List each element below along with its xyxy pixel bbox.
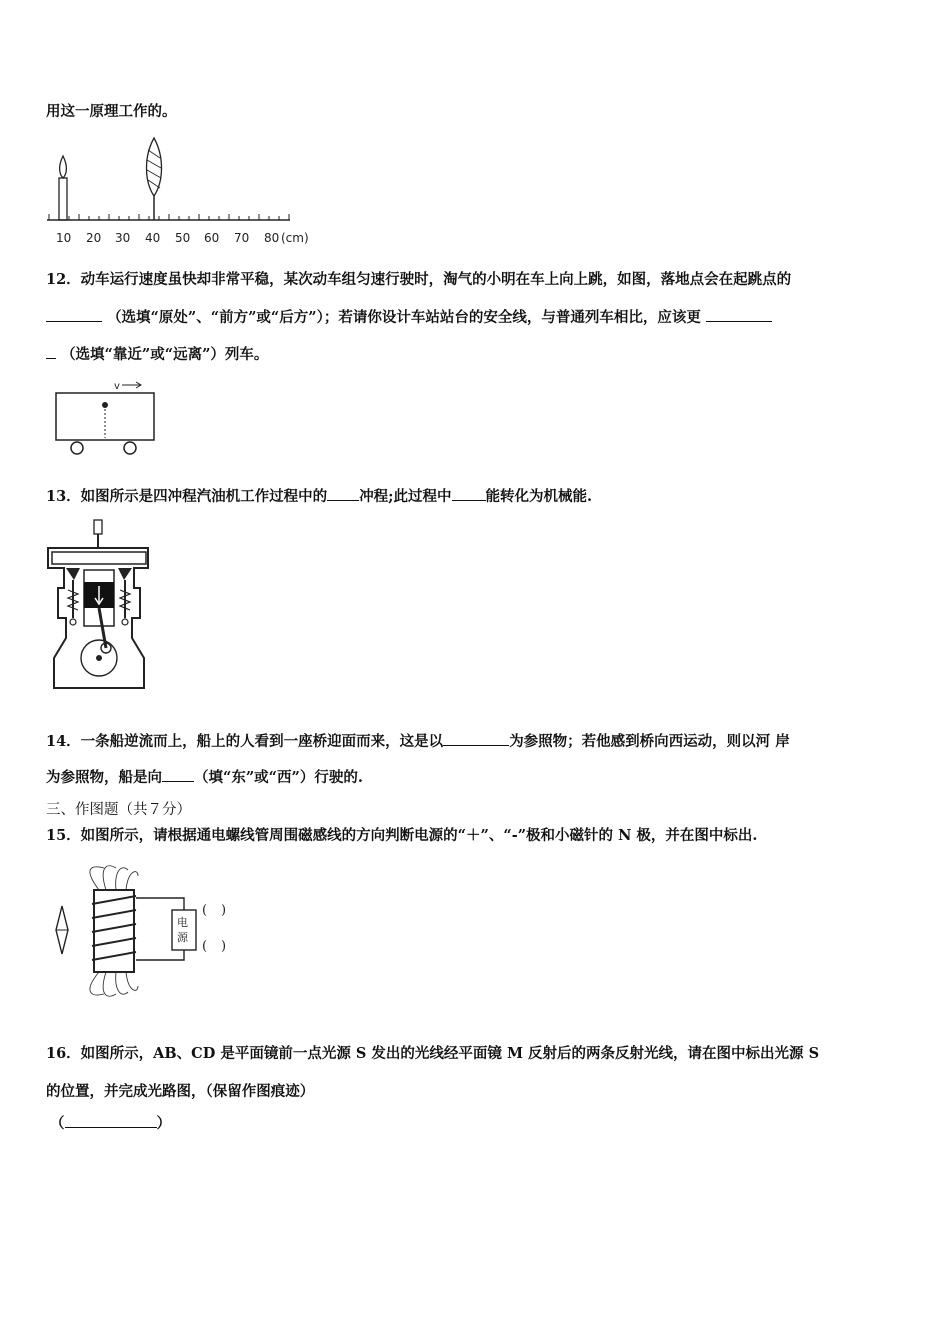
answer-blank[interactable] <box>443 731 509 746</box>
wheel-icon <box>71 442 83 454</box>
q12-line2-text: （选填“原处”、“前方”或“后方”）；若请你设计车站站台的安全线，与普通列车相比，应该更 <box>107 309 701 326</box>
q14-text-d: （填“东”或“西”）行驶的. <box>194 769 363 786</box>
svg-text:): ) <box>221 939 227 954</box>
wheel-icon <box>124 442 136 454</box>
answer-blank[interactable] <box>162 767 194 782</box>
svg-text:): ) <box>221 903 227 918</box>
power-label: 电 <box>177 916 188 929</box>
q16-answer <box>50 1113 171 1134</box>
train-car-icon <box>56 393 154 440</box>
q15-line: 15．如图所示，请根据通电螺线管周围磁感线的方向判断电源的“＋”、“-”极和小磁针的 N 极，并在图中标出. <box>46 827 758 844</box>
answer-blank[interactable] <box>706 307 772 322</box>
q14-text-b: 为参照物；若他感到桥向西运动，则以河 岸 <box>509 733 790 750</box>
q16-line1: 16．如图所示，AB、CD 是平面镜前一点光源 S 发出的光线经平面镜 M 反射后的两条反射光线，请在图中标出光源 S <box>46 1045 820 1062</box>
q12-line2 <box>46 307 772 328</box>
velocity-label: v <box>114 381 120 392</box>
flame-icon <box>60 156 67 178</box>
answer-bracket-open: （ <box>50 1115 65 1132</box>
unit-label: (cm) <box>281 231 309 245</box>
tick-label: 80 <box>264 231 280 245</box>
answer-blank[interactable] <box>46 307 102 322</box>
q13-text-c: 能转化为机械能. <box>485 488 593 505</box>
spark-plug-icon <box>94 520 102 534</box>
q16-line2: 的位置，并完成光路图，（保留作图痕迹） <box>46 1083 315 1100</box>
q14-text-a: 14．一条船逆流而上，船上的人看到一座桥迎面而来，这是以 <box>46 733 444 750</box>
svg-text:(: ( <box>202 903 208 918</box>
tick-label: 50 <box>175 231 191 245</box>
answer-blank[interactable] <box>327 486 359 501</box>
svg-text:(: ( <box>202 939 208 954</box>
tick-label: 40 <box>145 231 161 245</box>
tick-label: 30 <box>115 231 131 245</box>
q12-line3-text: （选填“靠近”或“远离”）列车。 <box>61 346 269 363</box>
q14-line2 <box>46 767 363 788</box>
ruler-figure <box>44 136 334 254</box>
tick-label: 70 <box>234 231 250 245</box>
power-label: 源 <box>177 931 188 944</box>
q12-line1: 12．动车运行速度虽快却非常平稳，某次动车组匀速行驶时，淘气的小明在车上向上跳，如图，落地点会在起跳点的 <box>46 271 792 288</box>
person-dot <box>102 402 108 408</box>
train-figure <box>50 378 160 458</box>
q13-text-a: 13．如图所示是四冲程汽油机工作过程中的 <box>46 488 328 505</box>
solenoid-figure <box>44 860 244 1005</box>
answer-blank[interactable] <box>46 344 56 359</box>
q13-text-b: 冲程;此过程中 <box>359 488 452 505</box>
tick-label: 20 <box>86 231 102 245</box>
q13-line <box>46 486 592 507</box>
top-line: 用这一原理工作的。 <box>46 103 177 120</box>
engine-block-icon <box>48 548 148 688</box>
engine-figure <box>44 518 154 700</box>
answer-blank[interactable] <box>452 486 486 501</box>
answer-blank[interactable] <box>65 1113 157 1128</box>
tick-label: 10 <box>56 231 72 245</box>
section-heading: 三、作图题（共７分） <box>46 802 191 818</box>
candle-icon <box>59 178 67 220</box>
q14-line1 <box>46 731 790 752</box>
q14-text-c: 为参照物，船是向 <box>46 769 162 786</box>
q12-line3 <box>46 344 268 365</box>
tick-label: 60 <box>204 231 220 245</box>
answer-bracket-close: ） <box>156 1115 171 1132</box>
